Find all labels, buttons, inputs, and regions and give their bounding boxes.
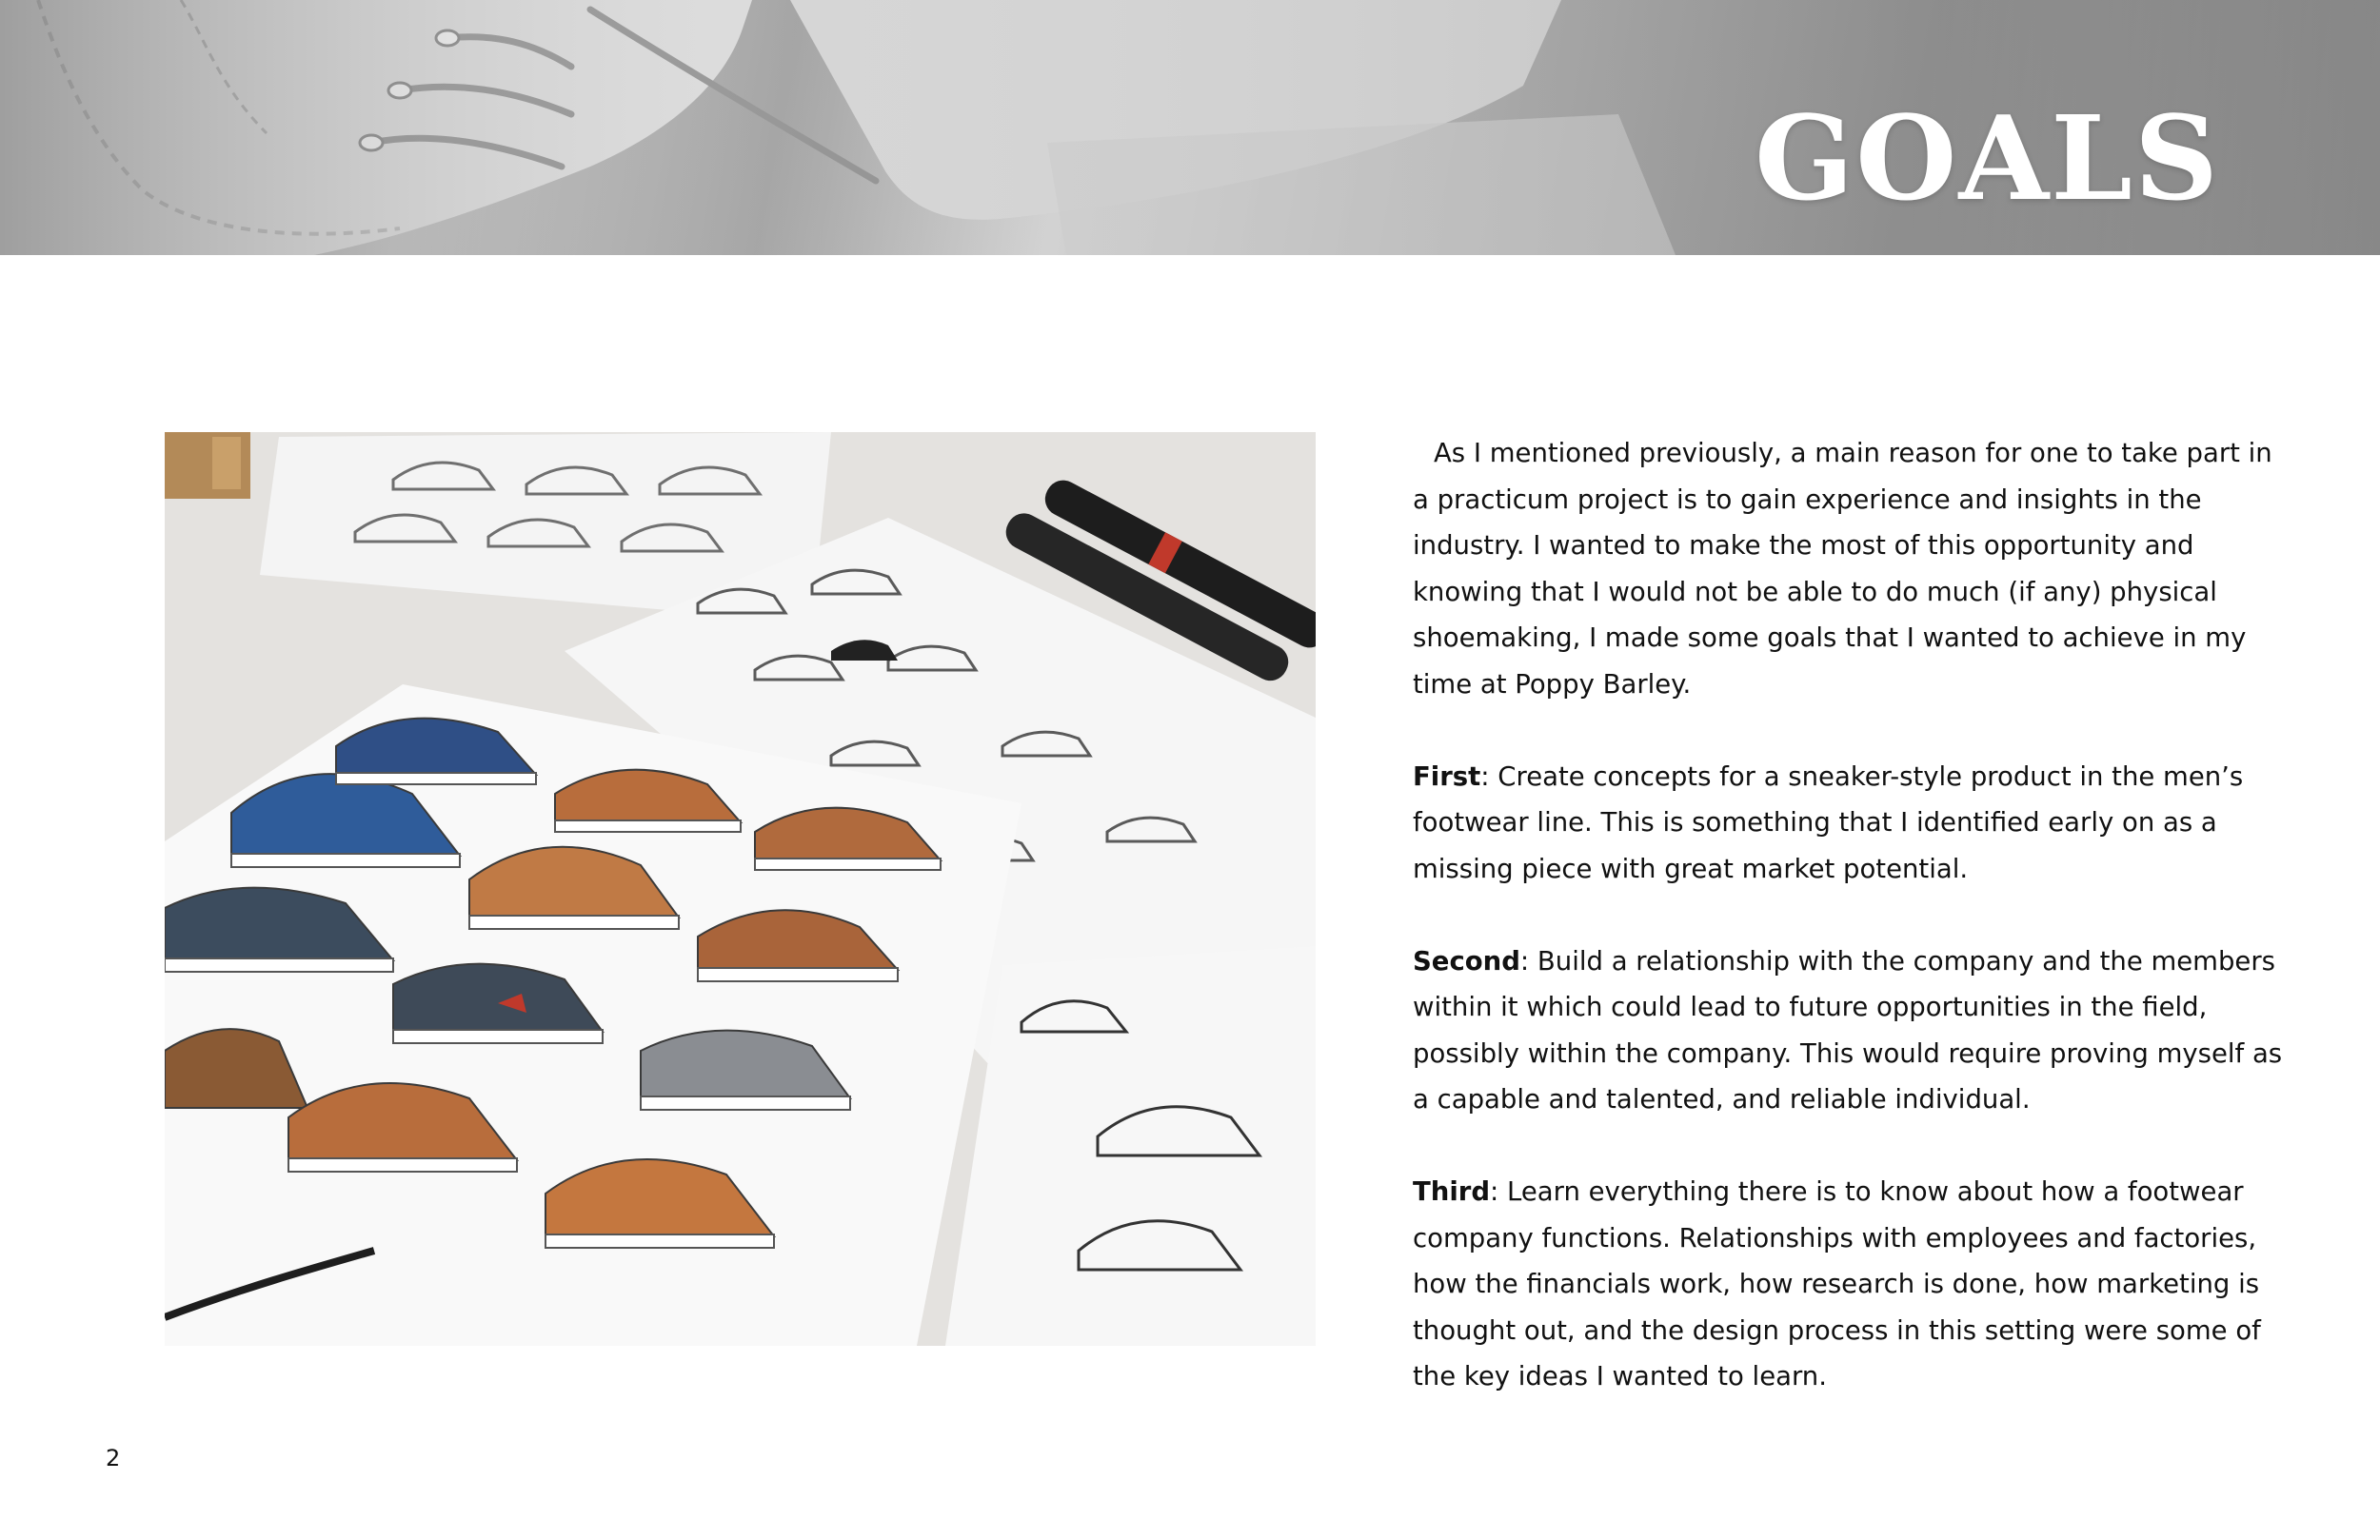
goal-first-text: : Create concepts for a sneaker-style product in the men’s footwear line. This is something that I identified early on as a missing piece with great market potential.	[1413, 760, 2244, 884]
goal-second-label: Second	[1413, 945, 1520, 977]
goal-third-text: : Learn everything there is to know about how a footwear company functions. Relationships with employees and factories, how the financials work, how research is done, how marketing is thought out, and the design process in this setting were some of the key ideas I wanted to learn.	[1413, 1176, 2261, 1392]
goal-second-paragraph	[1413, 938, 2289, 1123]
intro-paragraph: As I mentioned previously, a main reason for one to take part in a practicum project is to gain experience and insights in the industry. I wanted to make the most of this opportunity and knowing that I would not be able to do much (if any) physical shoemaking, I made some goals that I wanted to achieve in my time at Poppy Barley.	[1413, 438, 2272, 700]
goals-body-text	[1413, 430, 2289, 1446]
sneaker-sketches-photo	[165, 432, 1316, 1346]
goal-first-paragraph	[1413, 754, 2289, 893]
sneaker-sketches-illustration	[165, 432, 1316, 1346]
header-banner	[0, 0, 2380, 255]
page-title: GOALS	[1754, 89, 2220, 227]
goal-second-text: : Build a relationship with the company and the members within it which could lead to future opportunities in the field, possibly within the company. This would require proving myself as a capable and talented, and reliable individual.	[1413, 945, 2283, 1115]
goal-third-label: Third	[1413, 1176, 1491, 1207]
page-number: 2	[106, 1445, 121, 1471]
goal-third-paragraph	[1413, 1169, 2289, 1400]
goal-first-label: First	[1413, 760, 1481, 792]
